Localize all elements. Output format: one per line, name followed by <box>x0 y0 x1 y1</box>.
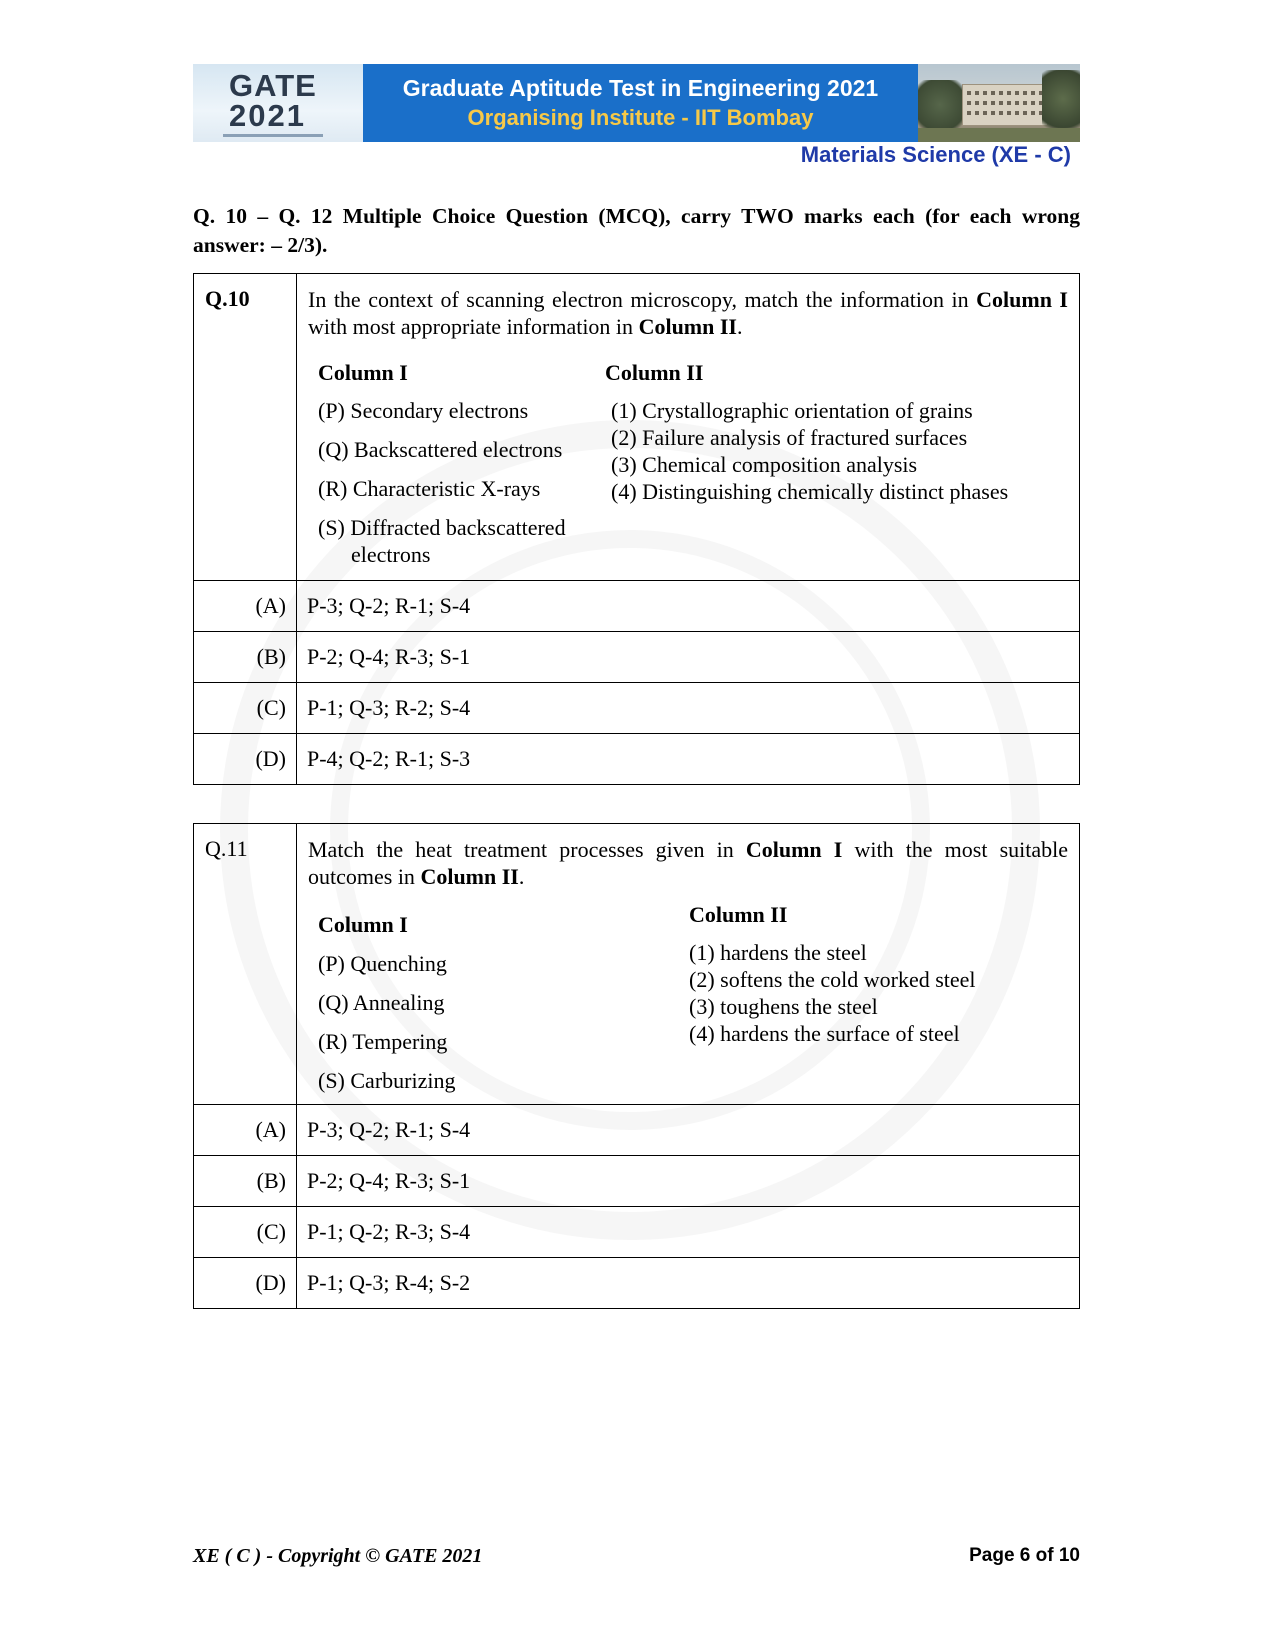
logo-caption-strip <box>223 134 323 137</box>
question-number: Q.10 <box>205 286 250 311</box>
option-letter: (C) <box>194 1207 297 1257</box>
option-text: P-1; Q-3; R-2; S-4 <box>307 695 471 720</box>
option-letter: (A) <box>194 581 297 631</box>
option-text: P-4; Q-2; R-1; S-3 <box>307 746 471 771</box>
campus-photo <box>918 64 1080 142</box>
banner-title-line2: Organising Institute - IIT Bombay <box>467 105 814 130</box>
option-row-a <box>194 1104 1079 1155</box>
footer-copyright: XE ( C ) - Copyright © GATE 2021 <box>193 1545 483 1567</box>
column1-item: (P) Quenching <box>318 951 447 976</box>
option-row-b <box>194 631 1079 682</box>
option-text: P-1; Q-2; R-3; S-4 <box>307 1219 471 1244</box>
column1-item: (P) Secondary electrons <box>318 398 529 423</box>
logo-text-bottom: 2021 <box>229 98 306 133</box>
header-banner <box>193 64 1080 142</box>
option-text: P-3; Q-2; R-1; S-4 <box>307 593 471 618</box>
gate-logo <box>193 64 363 142</box>
column1-item: (R) Characteristic X-rays <box>318 476 541 501</box>
question-stem: Match the heat treatment processes given in Column I with the most suitable outcomes in Column II. <box>308 837 1069 889</box>
column2-item: (1) Crystallographic orientation of grains <box>611 398 973 423</box>
column2-item: (1) hardens the steel <box>689 940 867 965</box>
column2-item: (2) softens the cold worked steel <box>689 967 976 992</box>
option-text: P-3; Q-2; R-1; S-4 <box>307 1117 471 1142</box>
option-text: P-2; Q-4; R-3; S-1 <box>307 644 471 669</box>
column1-heading: Column I <box>318 360 408 385</box>
option-letter: (A) <box>194 1105 297 1155</box>
option-row-b <box>194 1155 1079 1206</box>
banner-title <box>363 64 918 142</box>
column1-item: (S) Diffracted backscattered <box>318 515 566 540</box>
logo-text-top: GATE <box>229 68 317 103</box>
option-row-a <box>194 580 1079 631</box>
option-letter: (C) <box>194 683 297 733</box>
banner-title-line1: Graduate Aptitude Test in Engineering 2021 <box>402 75 879 101</box>
question-table-q10 <box>193 273 1080 785</box>
option-text: P-1; Q-3; R-4; S-2 <box>307 1270 471 1295</box>
column1-item: (Q) Backscattered electrons <box>318 437 563 462</box>
column2-item: (3) Chemical composition analysis <box>611 452 918 477</box>
question-table-q11 <box>193 823 1080 1309</box>
column2-item: (4) Distinguishing chemically distinct phases <box>611 479 1009 504</box>
option-row-d <box>194 733 1079 784</box>
option-text: P-2; Q-4; R-3; S-1 <box>307 1168 471 1193</box>
campus-building <box>962 84 1048 126</box>
option-letter: (B) <box>194 632 297 682</box>
footer-page-number: Page 6 of 10 <box>969 1545 1080 1566</box>
column2-item: (4) hardens the surface of steel <box>689 1021 960 1046</box>
column1-heading: Column I <box>318 912 408 937</box>
column2-item: (2) Failure analysis of fractured surfaces <box>611 425 968 450</box>
option-row-c <box>194 1206 1079 1257</box>
question-number: Q.11 <box>205 836 248 861</box>
option-letter: (D) <box>194 734 297 784</box>
column2-item: (3) toughens the steel <box>689 994 878 1019</box>
column1-item: (Q) Annealing <box>318 990 445 1015</box>
column1-item: (S) Carburizing <box>318 1068 456 1093</box>
column2-heading: Column II <box>605 360 704 385</box>
section-heading: Q. 10 – Q. 12 Multiple Choice Question (MCQ), carry TWO marks each (for each wrong answer: – 2/3). <box>193 204 1080 257</box>
subject-title: Materials Science (XE - C) <box>800 142 1071 167</box>
option-letter: (D) <box>194 1258 297 1308</box>
column1-item-cont: electrons <box>351 542 431 567</box>
column1-item: (R) Tempering <box>318 1029 448 1054</box>
option-letter: (B) <box>194 1156 297 1206</box>
column2-heading: Column II <box>689 902 788 927</box>
option-row-c <box>194 682 1079 733</box>
question-row <box>194 274 1079 580</box>
option-row-d <box>194 1257 1079 1308</box>
question-row <box>194 824 1079 1104</box>
question-stem: In the context of scanning electron microscopy, match the information in Column I with most appropriate information in Column II. <box>308 287 1068 339</box>
lawn <box>918 128 1080 142</box>
